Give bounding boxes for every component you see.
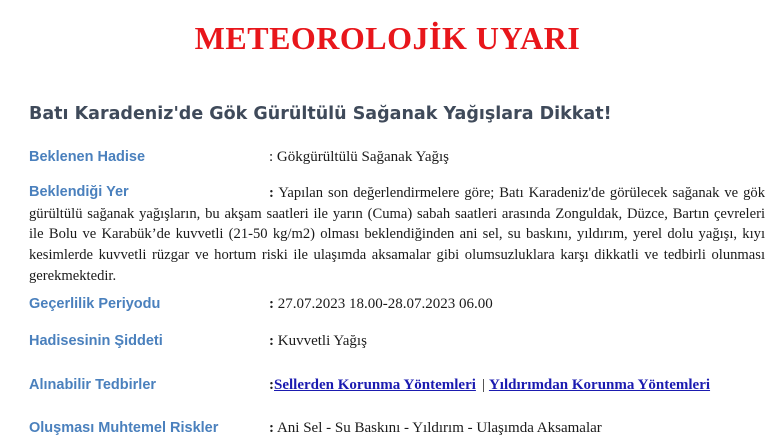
riskler-colon: : [269,420,274,436]
yer-label: Beklendiği Yer [29,184,129,200]
riskler-value: Ani Sel - Su Baskını - Yıldırım - Ulaşımda Aksamalar [276,420,602,436]
hadise-colon: : [269,149,274,165]
periyot-label: Geçerlilik Periyodu [29,296,161,312]
yer-value: Yapılan son değerlendirmelere göre; Batı Karadeniz'de görülecek sağanak ve gök gürültülü sağanak yağışların, bu akşam saatleri ile yarın (Cuma) sabah saatleri arasında Zonguldak, Düzce, Bartın çevreleri ile Bolu ve Karabük’de kuvvetli (21-50 kg/m2) olması beklendiğinden ani sel, su baskını, yıldırım, yerel dolu yağışı, kıyı kesimlerde kuvvetli rüzgar ve hortum riski ile ulaşımda aksamalar gibi olumsuzluklara karşı dikkatli ve tedbirli olunması gerekmektedir. [29,185,766,284]
yer-paragraph [29,183,765,287]
siddet-label: Hadisesinin Şiddeti [29,333,163,349]
periyot-value: 27.07.2023 18.00-28.07.2023 06.00 [277,296,493,312]
siddet-row [269,333,367,350]
tedbirler-colon: : [269,377,274,393]
siddet-colon: : [269,333,274,349]
riskler-row [269,420,602,437]
warning-subtitle: Batı Karadeniz'de Gök Gürültülü Sağanak Yağışlara Dikkat! [29,104,612,124]
hadise-row [269,149,449,166]
sellerden-korunma-link[interactable]: Sellerden Korunma Yöntemleri [274,377,476,393]
hadise-label: Beklenen Hadise [29,149,146,165]
periyot-colon: : [269,296,274,312]
yildirimdan-korunma-link[interactable]: Yıldırımdan Korunma Yöntemleri [488,377,711,393]
tedbirler-row [269,377,710,394]
link-separator: | [481,377,485,393]
siddet-value: Kuvvetli Yağış [277,333,367,349]
periyot-row [269,296,493,313]
hadise-value: Gökgürültülü Sağanak Yağış [276,149,450,165]
riskler-label: Oluşması Muhtemel Riskler [29,420,219,436]
page-title: METEOROLOJİK UYARI [194,20,581,56]
yer-colon: : [269,185,274,201]
tedbirler-label: Alınabilir Tedbirler [29,377,157,393]
